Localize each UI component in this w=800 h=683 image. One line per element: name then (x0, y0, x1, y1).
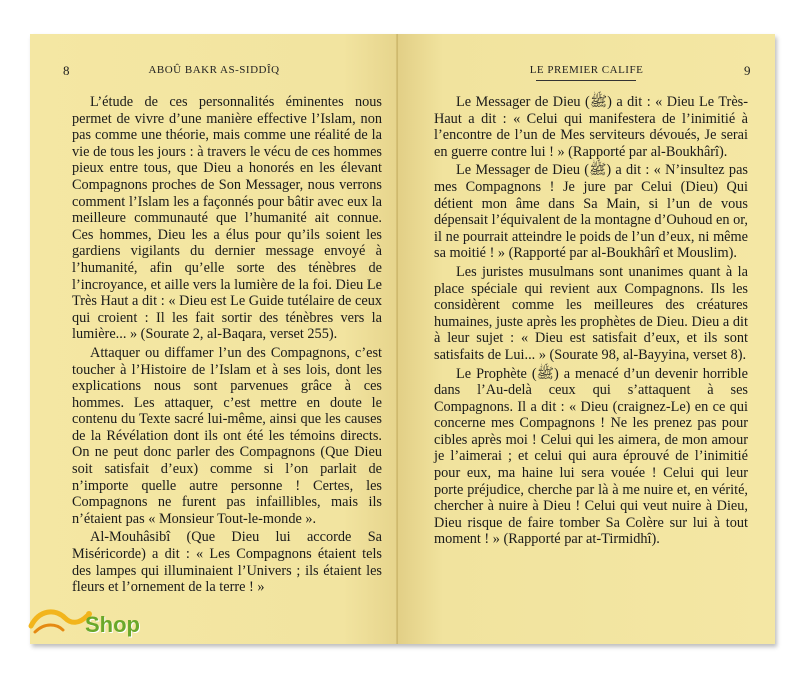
open-book (30, 34, 775, 644)
running-head-right: LE PREMIER CALIFE (529, 64, 644, 76)
paragraph: L’étude de ces personnalités éminentes nous permet de vivre d’une manière effective l’Islam, non pas comme une théorie, mais comme une réalité de la vie de tous les jours : à travers le vécu de ces hommes pieux entre tous, que Dieu a honorés en les élevant Compagnons proches de Son Messager, nous verrons comment l’Islam les a façonnés pour bâtir avec eux la meilleure communauté que l’humanité ait connue. Ces hommes, Dieu les a élus pour qu’ils soient les gardiens vigilants du dernier message envoyé à l’humanité, afin qu’elle sorte des ténèbres de l’incroyance, et aille vers la lumière de la foi. Dieu Le Très Haut a dit : « Dieu est Le Guide tutélaire de ceux qui croient : Il les fait sortir des ténèbres vers la lumière... » (Sourate 2, al-Baqara, verset 255). (72, 94, 382, 343)
paragraph: Le Prophète (ﷺ) a menacé d’un devenir horrible dans l’Au-delà ceux qui s’attaquent à ses Compagnons. Il a dit : « Dieu (craignez-Le) en ce qui concerne mes Compagnons ! Ne les prenez pas pour cibles après moi ! Celui qui les aimera, de mon amour je l’aimerai ; et celui qui aura éprouvé de l’inimitié pour eux, ma haine lui sera vouée ! Celui qui leur porte préjudice, cherche par là à me nuire et, en vérité, chercher à nuire à Dieu ! Celui qui veut nuire à Dieu, Dieu risque de faire tomber Sa Colère sur lui à tout moment ! » (Rapporté par at-Tirmidhî). (434, 365, 748, 548)
paragraph: Le Messager de Dieu (ﷺ) a dit : « Dieu Le Très-Haut a dit : « Celui qui manifestera de l’inimitié à l’encontre de l’un de Mes serviteurs dévoués, Je serai en guerre contre lui ! » (Rapporté par al-Boukhârî). (434, 94, 748, 160)
running-head-rule (536, 80, 636, 81)
paragraph: Attaquer ou diffamer l’un des Compagnons, c’est toucher à l’Histoire de l’Islam et à ses lois, dont les explications nous sont parvenues grâce à ces hommes. Les attaquer, c’est mettre en doute le contenu du Texte sacré lui-même, ainsi que les causes de la Révélation dont ils ont été les témoins directs. On ne peut donc parler des Compagnons (Que Dieu soit satisfait d’eux) comme si l’on parlait de n’importe quelle autre personne ! Certes, les Compagnons ne furent pas infaillibles, mais ils n’étaient pas « Monsieur Tout-le-monde ». (72, 344, 382, 527)
paragraph: Les juristes musulmans sont unanimes quant à la place spéciale qui revient aux Compagnons. Ils les considèrent comme les meilleures des créatures humaines, juste après les prophètes de Dieu. Dieu a dit à leur sujet : « Dieu est satisfait d’eux, et ils sont satisfaits de Lui... » (Sourate 98, al-Bayyina, verset 8). (434, 263, 748, 363)
page-number-left: 8 (63, 63, 70, 78)
right-page (398, 34, 775, 644)
paragraph: Al-Mouhâsibî (Que Dieu lui accorde Sa Miséricorde) a dit : « Les Compagnons étaient tels des lampes qui illuminaient l’Univers ; ils étaient les fleurs et l’ornement de la terre ! » (72, 529, 382, 596)
page-number-right: 9 (744, 63, 751, 78)
right-page-text (434, 94, 748, 550)
running-head-left: ABOÛ BAKR AS-SIDDÎQ (148, 64, 280, 76)
left-page-text (72, 94, 382, 598)
left-page (30, 34, 398, 644)
paragraph: Le Messager de Dieu (ﷺ) a dit : « N’insultez pas mes Compagnons ! Je jure par Celui (Dieu) Qui détient mon âme dans Sa Main, si l’un de vous dépensait l’équivalent de la montagne d’Ouhoud en or, il ne pourrait atteindre le poids de l’un d’eux, ni même sa moitié ! » (Rapporté par al-Boukhârî et Mouslim). (434, 162, 748, 262)
logo-text: Shop (85, 612, 140, 637)
shop-logo (25, 602, 165, 644)
